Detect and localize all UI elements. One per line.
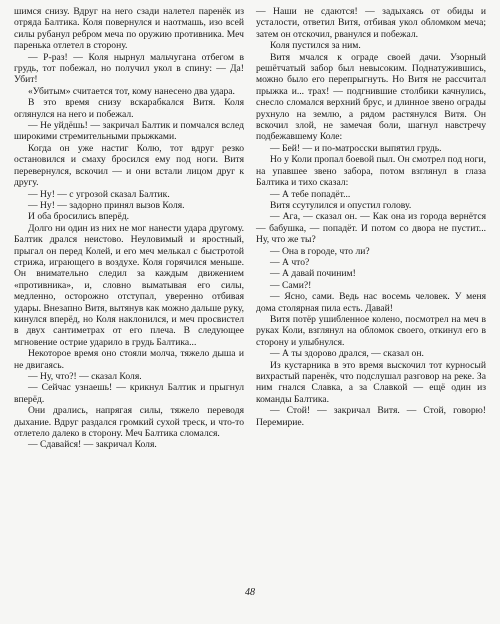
paragraph: шимся снизу. Вдруг на него сзади налетел паренёк из отряда Балтика. Коля повернулся и наотмашь, изо всей силы рубанул ребром меча по оружию противника. Меч паренька отлетел в сторону. [14, 6, 244, 52]
paragraph: — Ага, — сказал он. — Как она из города вернётся — бабушка, — попадёт. И потом со двора не пустит... Ну, что же ты? [256, 211, 486, 246]
paragraph: «Убитым» считается тот, кому нанесено два удара. [28, 85, 235, 97]
paragraph: — Наши не сдаются! — задыхаясь от обиды и усталости, ответил Витя, отбивая укол обломком меча; затем он отскочил, рванулся и побежал. [256, 6, 486, 40]
paragraph: И оба бросились вперёд. [28, 211, 129, 223]
paragraph: Витя мчался к ограде своей дачи. Узорный решётчатый забор был невысоким. Поднатужившись, можно было его перепрыгнуть. Но Витя не рассчитал прыжка и... трах! — подгнившие столбики качнулись, снесло сломался верхний брус, и длинное звено ограды рухнуло на землю, а рядом растянулся Витя. Он вскочил злой, не замечая боли, шагнул навстречу подбежавшему Коле: [256, 51, 486, 143]
paragraph: Из кустарника в это время выскочил тот курносый вихрастый паренёк, что подслушал разговор на реке. За ним гнался Славка, а за Славкой — ещё один из команды Балтика. [256, 359, 486, 405]
paragraph: — Бей! — и по-матросски выпятил грудь. [270, 142, 442, 154]
paragraph: — Сейчас узнаешь! — крикнул Балтик и прыгнул вперёд. [14, 382, 244, 405]
paragraph: — Не уйдёшь! — закричал Балтик и помчался вслед широкими стремительными прыжками. [14, 120, 244, 143]
paragraph: Они дрались, напрягая силы, тяжело переводя дыхание. Вдруг раздался громкий сухой треск, и что-то отлетело далеко в сторону. Меч Балтика сломался. [14, 405, 244, 440]
page-number: 48 [245, 587, 255, 598]
paragraph: В это время снизу вскарабкался Витя. Коля оглянулся на него и побежал. [14, 97, 244, 120]
paragraph: Коля пустился за ним. [270, 40, 361, 52]
paragraph: — Р-раз! — Коля нырнул мальчугана отбегом в грудь, тот побежал, но получил укол в спину: — Да! Убит! [14, 51, 244, 86]
paragraph: Когда он уже настиг Колю, тот вдруг резко остановился и смаху бросился ему под ноги. Витя перевернулся, вскочил — и они встали лицом друг к другу. [14, 142, 244, 189]
paragraph: Витя ссутулился и опустил голову. [270, 199, 412, 211]
paragraph: — А давай починим! [270, 268, 356, 280]
paragraph: — Стой! — закричал Витя. — Стой, говорю! Перемирие. [256, 405, 486, 428]
paragraph: — А тебе попадёт... [270, 188, 351, 200]
left-column [14, 6, 244, 451]
paragraph: — Сами?! [270, 279, 312, 291]
paragraph: — Ясно, сами. Ведь нас восемь человек. У меня дома столярная пила есть. Давай! [256, 291, 486, 314]
right-column [256, 6, 486, 428]
paragraph: — Ну, что?! — сказал Коля. [28, 371, 142, 382]
paragraph: Некоторое время оно стояли молча, тяжело дыша и не двигаясь. [14, 348, 244, 371]
paragraph: — Сдавайся! — закричал Коля. [28, 439, 157, 451]
paragraph: — А что? [270, 256, 310, 268]
paragraph: Долго ни один из них не мог нанести удара другому. Балтик дрался неистово. Неуловимый и яростный, прыгал он перед Колей, и его меч мелькал с быстротой стрижа, играющего в воздухе. Коля горячился меньше. Он внимательно следил за каждым движением «противника», и, словно выматывая его силы, медленно, осторожно отступал, уверенно отбивая удары. Внезапно Витя, вытянув как можно дальше руку, кинулся вперёд, но Коля наклонился, и меч просвистел в двух сантиметрах от его плеча. В следующее мгновение острие ударило в грудь Балтика... [14, 222, 244, 348]
paragraph: — Она в городе, что ли? [270, 245, 370, 257]
paragraph: Но у Коли пропал боевой пыл. Он смотрел под ноги, на упавшее звено забора, потом взглянул в глаза Балтика и тихо сказал: [256, 154, 486, 189]
paragraph: — Ну! — с угрозой сказал Балтик. [28, 188, 170, 200]
paragraph: Витя потёр ушибленное колено, посмотрел на меч в руках Коли, взглянул на обломок своего, откинул его в сторону и улыбнулся. [256, 313, 486, 348]
paragraph: — А ты здорово дрался, — сказал он. [270, 348, 424, 360]
paragraph: — Ну! — задорно принял вызов Коля. [28, 199, 185, 211]
